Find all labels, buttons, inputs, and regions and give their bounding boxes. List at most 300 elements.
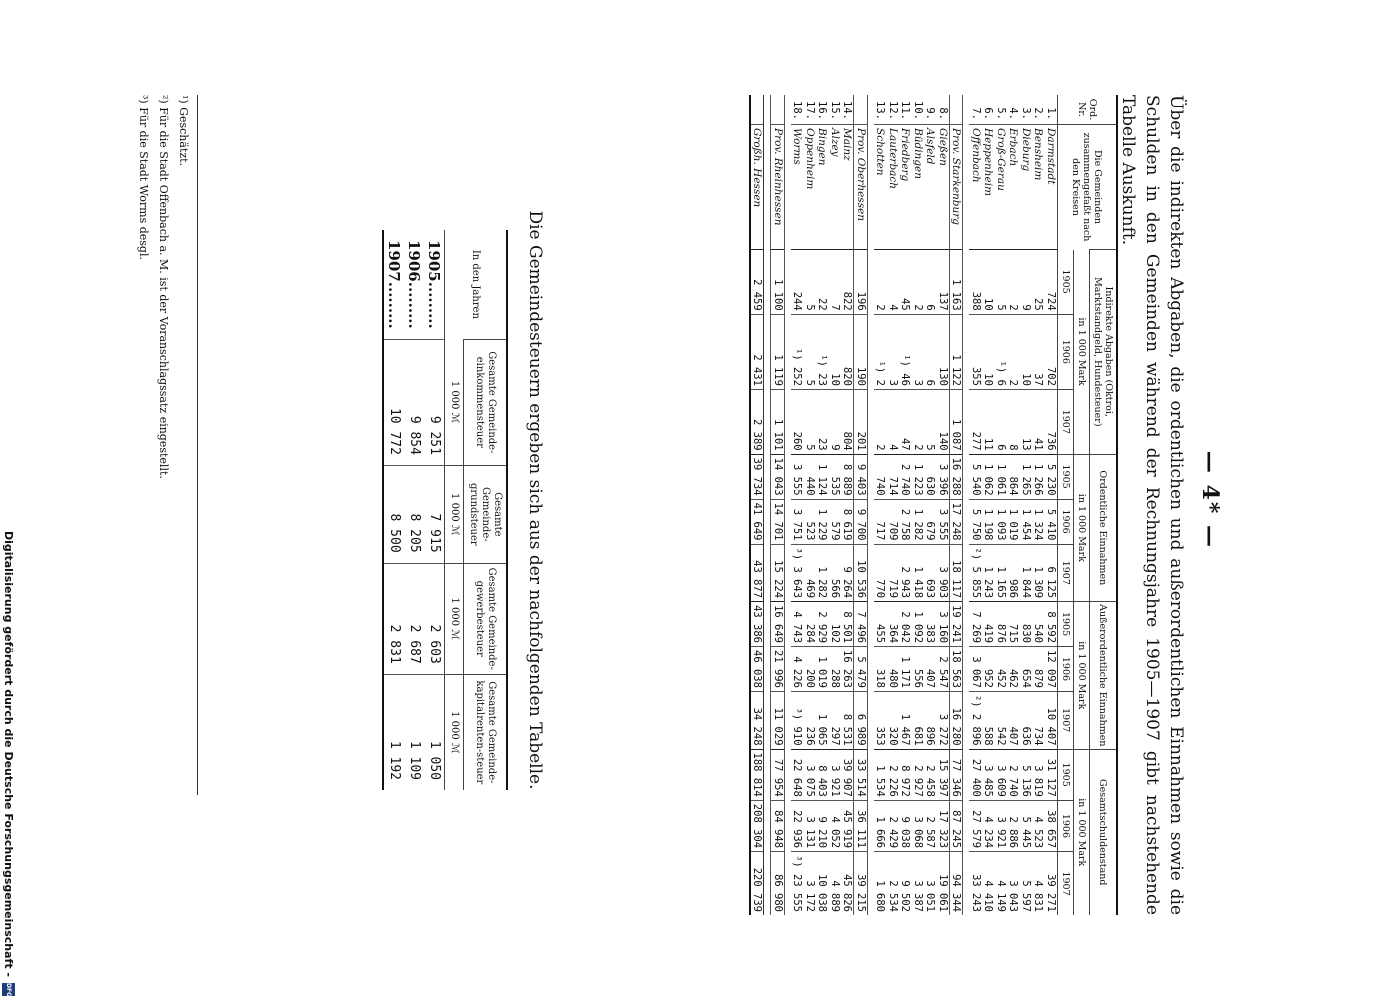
table-cell: 2 929 bbox=[816, 602, 829, 647]
table-cell: 2 bbox=[912, 250, 925, 315]
table-cell: 5 bbox=[924, 389, 937, 454]
table-cell: 5 bbox=[995, 250, 1008, 315]
header-income-tax: Gesamte Gemeinde-einkommensteuer bbox=[464, 339, 508, 465]
district-name: Groß-Gerau bbox=[995, 125, 1008, 250]
table-cell: 2 587 bbox=[924, 800, 937, 851]
digitization-credit bbox=[2, 0, 15, 1000]
table-cell: 22 648 bbox=[791, 749, 804, 800]
header-unit: in 1 000 Mark bbox=[1074, 454, 1090, 601]
table-cell: 3 921 bbox=[829, 749, 842, 800]
table-cell: 1 229 bbox=[816, 499, 829, 544]
table-cell: 9 700 bbox=[854, 499, 868, 544]
table-cell: 87 245 bbox=[950, 800, 964, 851]
table-cell: 879 bbox=[1032, 647, 1045, 692]
table-cell: 94 344 bbox=[950, 852, 964, 915]
district-name: Alzey bbox=[829, 125, 842, 250]
table-cell: 952 bbox=[982, 647, 995, 692]
table-cell: 9 403 bbox=[854, 454, 868, 499]
header-year: 1905 bbox=[1058, 250, 1074, 315]
district-name: Heppenheim bbox=[982, 125, 995, 250]
table-cell: 407 bbox=[1007, 691, 1020, 749]
footnote-1: ¹) Geschätzt. bbox=[177, 95, 190, 167]
table-cell: 1 680 bbox=[874, 852, 887, 915]
header-indirect-taxes: Indirekte Abgaben (Oktroi, Marktstandgeld, Hundesteuer) bbox=[1090, 250, 1118, 455]
table-cell: 8 972 bbox=[899, 749, 912, 800]
table-cell: 2 bbox=[874, 389, 887, 454]
table-cell: 8 619 bbox=[841, 499, 854, 544]
table-cell: 12 097 bbox=[1045, 647, 1058, 692]
table-row bbox=[982, 95, 995, 915]
table-cell: 462 bbox=[1007, 647, 1020, 692]
table-cell: 27 579 bbox=[970, 800, 983, 851]
table-cell: 2 831 bbox=[383, 563, 404, 674]
table-cell: ²) 2 896 bbox=[970, 691, 983, 749]
table-cell: 288 bbox=[829, 647, 842, 692]
table-cell: 5 bbox=[804, 389, 817, 454]
table-cell: 25 bbox=[1032, 250, 1045, 315]
table-cell: 3 068 bbox=[912, 800, 925, 851]
table-cell: 2 758 bbox=[899, 499, 912, 544]
district-name: Mainz bbox=[841, 125, 854, 250]
table-cell: 284 bbox=[804, 602, 817, 647]
table-cell: 681 bbox=[912, 691, 925, 749]
table-cell: 9 854 bbox=[404, 339, 424, 465]
table-cell: 2 740 bbox=[899, 454, 912, 499]
table-cell: 3 751 bbox=[791, 499, 804, 544]
header-unit: 1 000 ℳ bbox=[445, 339, 464, 465]
table-cell: 3 819 bbox=[1032, 749, 1045, 800]
header-year: 1906 bbox=[1058, 314, 1074, 389]
table-cell: ³) 3 643 bbox=[791, 544, 804, 602]
table-cell: 1 087 bbox=[950, 389, 964, 454]
header-capital-tax: Gesamte Gemeinde-kapitalrenten-steuer bbox=[464, 674, 508, 790]
table-cell: 15 397 bbox=[937, 749, 950, 800]
table-cell: 6 125 bbox=[1045, 544, 1058, 602]
table-cell: 16 263 bbox=[841, 647, 854, 692]
table-cell: 3 903 bbox=[937, 544, 950, 602]
row-number: 7. bbox=[970, 107, 982, 120]
table-row bbox=[1045, 95, 1058, 915]
table-cell: 19 241 bbox=[950, 602, 964, 647]
table-cell: 3 609 bbox=[995, 749, 1008, 800]
table-cell: 9 038 bbox=[899, 800, 912, 851]
table-cell: 2 226 bbox=[887, 749, 900, 800]
table-cell: 2 943 bbox=[899, 544, 912, 602]
district-name: Erbach bbox=[1007, 125, 1020, 250]
row-number: 9. bbox=[924, 107, 937, 120]
table-cell: 5 bbox=[804, 314, 817, 389]
table-cell: 8 403 bbox=[816, 749, 829, 800]
table-cell: 2 927 bbox=[912, 749, 925, 800]
table-cell: 3 921 bbox=[995, 800, 1008, 851]
grand-total-row bbox=[750, 95, 764, 915]
header-total-debt: Gesamtschuldenstand bbox=[1090, 749, 1118, 915]
table-cell: 46 038 bbox=[750, 647, 764, 692]
table-cell: 3 555 bbox=[937, 499, 950, 544]
table-cell: 770 bbox=[874, 544, 887, 602]
table-cell: 45 826 bbox=[841, 852, 854, 915]
table-cell: 523 bbox=[804, 499, 817, 544]
row-number: 2. bbox=[1032, 107, 1045, 120]
table-cell: ¹) 23 bbox=[816, 314, 829, 389]
district-name: Bensheim bbox=[1032, 125, 1045, 250]
table-row bbox=[1032, 95, 1045, 915]
table-cell: 3 bbox=[887, 314, 900, 389]
table-cell: 3 172 bbox=[804, 852, 817, 915]
header-year: 1906 bbox=[1058, 800, 1074, 851]
table-cell: 3 075 bbox=[804, 749, 817, 800]
table-cell: 196 bbox=[854, 250, 868, 315]
table-cell: 16 288 bbox=[950, 454, 964, 499]
table-cell: 1 065 bbox=[816, 691, 829, 749]
table-cell: 740 bbox=[874, 454, 887, 499]
table-cell: 31 127 bbox=[1045, 749, 1058, 800]
header-extraordinary-income: Außerordentliche Einnahmen bbox=[1090, 602, 1118, 749]
table-cell: 1 192 bbox=[383, 674, 404, 790]
table-row bbox=[383, 230, 404, 790]
table-cell: 13 bbox=[1020, 389, 1033, 454]
table-cell: 16 649 bbox=[771, 602, 785, 647]
table-cell: 709 bbox=[887, 499, 900, 544]
header-year: 1907 bbox=[1058, 691, 1074, 749]
district-name: Dieburg bbox=[1020, 125, 1033, 250]
district-name: Prov. Oberhessen bbox=[854, 125, 868, 250]
table-cell: 77 346 bbox=[950, 749, 964, 800]
table-cell: 535 bbox=[829, 454, 842, 499]
header-year: 1907 bbox=[1058, 389, 1074, 454]
table-cell: 1 282 bbox=[912, 499, 925, 544]
table-cell: 822 bbox=[841, 250, 854, 315]
table-cell: 1 418 bbox=[912, 544, 925, 602]
table-cell: 1 100 bbox=[771, 250, 785, 315]
table-cell: ³) 910 bbox=[791, 691, 804, 749]
row-number bbox=[771, 95, 785, 125]
table-cell: 3 160 bbox=[937, 602, 950, 647]
table-cell: 864 bbox=[1007, 454, 1020, 499]
table-cell: 1 198 bbox=[982, 499, 995, 544]
table-cell: 77 954 bbox=[771, 749, 785, 800]
table-cell: 18 563 bbox=[950, 647, 964, 692]
row-number: 14. bbox=[841, 101, 854, 120]
table-cell: 236 bbox=[804, 691, 817, 749]
table-cell: 679 bbox=[924, 499, 937, 544]
table-row bbox=[829, 95, 842, 915]
district-name: Gießen bbox=[937, 125, 950, 250]
table-cell: 18 117 bbox=[950, 544, 964, 602]
table-cell: 1 282 bbox=[816, 544, 829, 602]
table-cell: 876 bbox=[995, 602, 1008, 647]
table-cell: 1 223 bbox=[912, 454, 925, 499]
table-cell: 188 814 bbox=[750, 749, 764, 800]
table-cell: 9 264 bbox=[841, 544, 854, 602]
row-number: 10. bbox=[912, 101, 924, 120]
table-cell: 2 bbox=[912, 389, 925, 454]
table-cell: 39 271 bbox=[1045, 852, 1058, 915]
table-cell: 190 bbox=[854, 314, 868, 389]
table-row bbox=[899, 95, 912, 915]
table-cell: 1 019 bbox=[1007, 499, 1020, 544]
table-cell: 41 649 bbox=[750, 499, 764, 544]
row-number: 16. bbox=[816, 101, 829, 120]
table-cell: 10 772 bbox=[383, 339, 404, 465]
table-cell: 2 603 bbox=[424, 563, 445, 674]
dfg-logo-icon: DFG bbox=[2, 983, 15, 996]
table-cell: 10 bbox=[982, 250, 995, 315]
table-cell: 8 205 bbox=[404, 465, 424, 563]
table-cell: 2 886 bbox=[1007, 800, 1020, 851]
table-cell: 830 bbox=[1020, 602, 1033, 647]
header-unit: 1 000 ℳ bbox=[445, 674, 464, 790]
table-cell: 4 234 bbox=[982, 800, 995, 851]
table-cell: 10 bbox=[829, 314, 842, 389]
table-cell: 3 051 bbox=[924, 852, 937, 915]
table-cell: 1 309 bbox=[1032, 544, 1045, 602]
table-cell: 1 119 bbox=[771, 314, 785, 389]
table-cell: 17 248 bbox=[950, 499, 964, 544]
row-number: 6. bbox=[982, 107, 995, 120]
table-cell: 820 bbox=[841, 314, 854, 389]
table-cell: 896 bbox=[924, 691, 937, 749]
table-cell: 9 210 bbox=[816, 800, 829, 851]
year-label: 1905......... bbox=[425, 240, 443, 329]
table-row bbox=[804, 95, 817, 915]
table-cell: 440 bbox=[804, 454, 817, 499]
table-cell: 2 458 bbox=[924, 749, 937, 800]
table-cell: 130 bbox=[937, 314, 950, 389]
row-number: 15. bbox=[829, 101, 841, 120]
table-cell: 4 523 bbox=[1032, 800, 1045, 851]
table-cell: 719 bbox=[887, 544, 900, 602]
footnote-3: ³) Für die Stadt Worms desgl. bbox=[137, 95, 150, 260]
main-finance-table bbox=[749, 95, 1118, 915]
header-years: In den Jahren bbox=[445, 230, 508, 339]
table-cell: 4 226 bbox=[791, 647, 804, 692]
table-cell: 45 bbox=[899, 250, 912, 315]
header-municipalities: Die Gemeinden zusammengefaßt nach den Kreisen bbox=[1058, 125, 1118, 250]
table-cell: ²) 5 855 bbox=[970, 544, 983, 602]
header-year: 1905 bbox=[1058, 602, 1074, 647]
table-cell: 2 534 bbox=[887, 852, 900, 915]
table-cell: 3 396 bbox=[937, 454, 950, 499]
year-label: 1907......... bbox=[385, 240, 403, 329]
table-cell: 23 bbox=[816, 389, 829, 454]
table-cell: 43 877 bbox=[750, 544, 764, 602]
main-table-body bbox=[750, 95, 1058, 915]
row-number: 5. bbox=[995, 107, 1007, 120]
header-year: 1907 bbox=[1058, 544, 1074, 602]
table-cell: 22 936 bbox=[791, 800, 804, 851]
table-row bbox=[816, 95, 829, 915]
table-cell: 10 536 bbox=[854, 544, 868, 602]
table-cell: 986 bbox=[1007, 544, 1020, 602]
header-year: 1906 bbox=[1058, 647, 1074, 692]
table-cell: 383 bbox=[924, 602, 937, 647]
row-number bbox=[950, 95, 964, 125]
table-cell: 1 092 bbox=[912, 602, 925, 647]
table-cell: 1 454 bbox=[1020, 499, 1033, 544]
table-row bbox=[424, 230, 445, 790]
table-row bbox=[924, 95, 937, 915]
table-cell: 260 bbox=[791, 389, 804, 454]
row-number: 13. bbox=[874, 101, 887, 120]
table-cell: 1 163 bbox=[950, 250, 964, 315]
table-cell: 717 bbox=[874, 499, 887, 544]
table-cell: 630 bbox=[924, 454, 937, 499]
table-cell: 5 bbox=[804, 250, 817, 315]
table-cell: 45 919 bbox=[841, 800, 854, 851]
row-number: 3. bbox=[1020, 107, 1032, 120]
table-cell: 318 bbox=[874, 647, 887, 692]
table-cell: 9 bbox=[829, 389, 842, 454]
table-cell: 3 043 bbox=[1007, 852, 1020, 915]
table-cell: 7 269 bbox=[970, 602, 983, 647]
table-cell: 1 124 bbox=[816, 454, 829, 499]
table-row bbox=[912, 95, 925, 915]
table-cell: ¹) 2 bbox=[874, 314, 887, 389]
district-name: Offenbach bbox=[970, 125, 983, 250]
header-year: 1906 bbox=[1058, 499, 1074, 544]
table-cell: 14 701 bbox=[771, 499, 785, 544]
table-cell: 43 386 bbox=[750, 602, 764, 647]
table-cell: 4 bbox=[887, 250, 900, 315]
page-number: — 4* — bbox=[1197, 450, 1223, 550]
row-number: 17. bbox=[804, 101, 816, 120]
table-cell: 9 502 bbox=[899, 852, 912, 915]
footnote-2: ²) Für die Stadt Offenbach a. M. ist der Voranschlagssatz eingestellt. bbox=[157, 95, 170, 479]
table-cell: 4 052 bbox=[829, 800, 842, 851]
table-cell: 320 bbox=[887, 691, 900, 749]
row-number bbox=[854, 95, 868, 125]
row-number: 11. bbox=[899, 101, 912, 120]
table-row bbox=[887, 95, 900, 915]
table-cell: 39 215 bbox=[854, 852, 868, 915]
district-name: Alsfeld bbox=[924, 125, 937, 250]
table-cell: 566 bbox=[829, 544, 842, 602]
table-cell: 19 061 bbox=[937, 852, 950, 915]
table-cell: 7 496 bbox=[854, 602, 868, 647]
row-number bbox=[750, 95, 764, 125]
table-cell: 2 042 bbox=[899, 602, 912, 647]
table-cell: 11 bbox=[982, 389, 995, 454]
table-cell: 724 bbox=[1045, 250, 1058, 315]
table-cell: 10 bbox=[1020, 314, 1033, 389]
row-number: 4. bbox=[1007, 107, 1020, 120]
table-cell: 277 bbox=[970, 389, 983, 454]
table-cell: 452 bbox=[995, 647, 1008, 692]
table-cell: 14 043 bbox=[771, 454, 785, 499]
table-cell: 715 bbox=[1007, 602, 1020, 647]
district-name: Darmstadt bbox=[1045, 125, 1058, 250]
table-cell: 37 bbox=[1032, 314, 1045, 389]
table-cell: ¹) 252 bbox=[791, 314, 804, 389]
municipal-tax-table bbox=[382, 230, 508, 790]
district-name: Prov. Starkenburg bbox=[950, 125, 964, 250]
table-cell: 1 266 bbox=[1032, 454, 1045, 499]
header-year: 1905 bbox=[1058, 749, 1074, 800]
tax-table-body bbox=[383, 230, 445, 790]
table-cell: 5 540 bbox=[970, 454, 983, 499]
table-cell: 5 445 bbox=[1020, 800, 1033, 851]
table-cell: 5 410 bbox=[1045, 499, 1058, 544]
tax-table-caption: Die Gemeindesteuern ergeben sich aus der nachfolgenden Tabelle. bbox=[525, 210, 545, 790]
table-cell: 5 479 bbox=[854, 647, 868, 692]
district-name: Prov. Rheinhessen bbox=[771, 125, 785, 250]
province-subtotal-row bbox=[950, 95, 964, 915]
header-ordinary-income: Ordentliche Einnahmen bbox=[1090, 454, 1118, 601]
table-cell: 1 122 bbox=[950, 314, 964, 389]
table-cell: 2 bbox=[1007, 314, 1020, 389]
table-cell: 47 bbox=[899, 389, 912, 454]
district-name: Großh. Hessen bbox=[750, 125, 764, 250]
table-cell: 6 bbox=[924, 314, 937, 389]
table-cell: 542 bbox=[995, 691, 1008, 749]
header-trade-tax: Gesamte Gemeinde-gewerbesteuer bbox=[464, 563, 508, 674]
table-cell: 579 bbox=[829, 499, 842, 544]
table-cell: 3 485 bbox=[982, 749, 995, 800]
table-cell: 39 734 bbox=[750, 454, 764, 499]
table-cell: 3 387 bbox=[912, 852, 925, 915]
table-cell: 4 bbox=[887, 389, 900, 454]
table-cell: 17 323 bbox=[937, 800, 950, 851]
table-cell: 353 bbox=[874, 691, 887, 749]
table-cell: 455 bbox=[874, 602, 887, 647]
table-cell: 1 243 bbox=[982, 544, 995, 602]
spacer-row bbox=[764, 95, 771, 915]
table-cell: 8 592 bbox=[1045, 602, 1058, 647]
table-cell: 10 bbox=[982, 314, 995, 389]
table-cell: 2 459 bbox=[750, 250, 764, 315]
table-cell: 6 bbox=[995, 389, 1008, 454]
table-cell: 5 230 bbox=[1045, 454, 1058, 499]
table-cell: 201 bbox=[854, 389, 868, 454]
table-cell: 588 bbox=[982, 691, 995, 749]
table-row bbox=[791, 95, 804, 915]
table-cell: 3 131 bbox=[804, 800, 817, 851]
table-cell: 4 410 bbox=[982, 852, 995, 915]
table-cell: 364 bbox=[887, 602, 900, 647]
table-cell: 654 bbox=[1020, 647, 1033, 692]
table-cell: 16 280 bbox=[950, 691, 964, 749]
table-cell: 9 251 bbox=[424, 339, 445, 465]
table-row bbox=[841, 95, 854, 915]
table-cell: 5 136 bbox=[1020, 749, 1033, 800]
table-cell: 2 bbox=[1007, 250, 1020, 315]
header-year: 1907 bbox=[1058, 852, 1074, 915]
table-cell: 220 739 bbox=[750, 852, 764, 915]
table-cell: 3 272 bbox=[937, 691, 950, 749]
table-cell: 1 101 bbox=[771, 389, 785, 454]
table-row bbox=[1020, 95, 1033, 915]
table-cell: ¹) 46 bbox=[899, 314, 912, 389]
row-number: 8. bbox=[937, 107, 949, 120]
table-cell: 7 915 bbox=[424, 465, 445, 563]
table-cell: 5 597 bbox=[1020, 852, 1033, 915]
table-cell: 6 bbox=[924, 250, 937, 315]
table-cell: 137 bbox=[937, 250, 950, 315]
header-unit: 1 000 ℳ bbox=[445, 563, 464, 674]
header-land-tax: Gesamte Gemeinde-grundsteuer bbox=[464, 465, 508, 563]
table-cell: 22 bbox=[816, 250, 829, 315]
table-cell: 4 889 bbox=[829, 852, 842, 915]
table-cell: 244 bbox=[791, 250, 804, 315]
district-name: Lauterbach bbox=[887, 125, 900, 250]
district-name: Schotten bbox=[874, 125, 887, 250]
table-cell: 1 534 bbox=[874, 749, 887, 800]
header-unit: in 1 000 Mark bbox=[1074, 602, 1090, 749]
table-cell: 480 bbox=[887, 647, 900, 692]
table-row bbox=[404, 230, 424, 790]
table-cell: 804 bbox=[841, 389, 854, 454]
